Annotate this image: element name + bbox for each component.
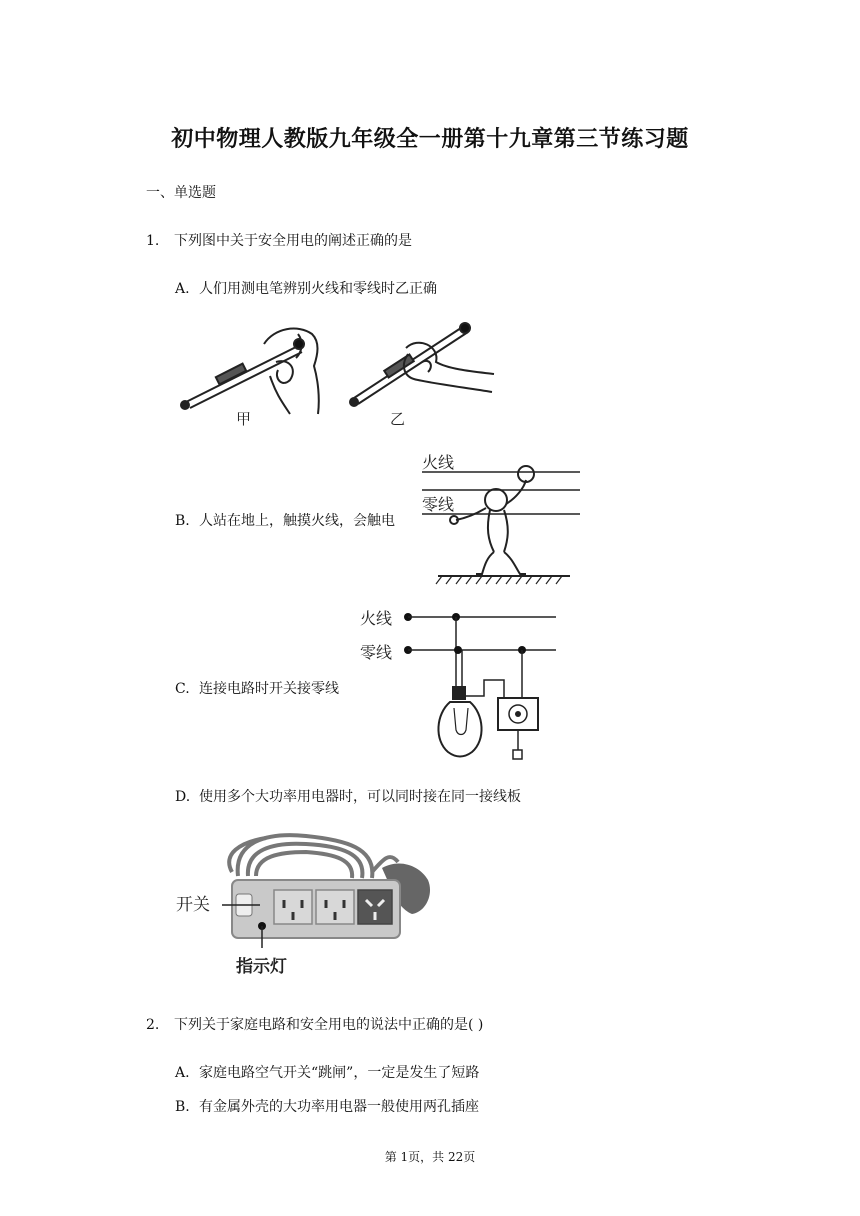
option-text: 家庭电路空气开关“跳闸”，一定是发生了短路	[199, 1065, 480, 1081]
document-title: 初中物理人教版九年级全一册第十九章第三节练习题	[171, 127, 689, 152]
ground-hatching	[436, 576, 562, 584]
test-pen-figure	[178, 318, 498, 430]
page-footer: 第 1页，共 22页	[384, 1150, 476, 1164]
touch-live-wire-figure	[420, 448, 582, 588]
option-letter: B.	[175, 513, 190, 529]
option-2a	[175, 1062, 479, 1082]
question-text: 下列图中关于安全用电的阐述正确的是	[174, 233, 412, 249]
socket-switch-drawing	[498, 698, 538, 759]
option-text: 连接电路时开关接零线	[199, 681, 339, 697]
test-pen-jia-drawing	[181, 329, 319, 414]
neutral-wire-label: 零线	[422, 495, 455, 514]
question-text: 下列关于家庭电路和安全用电的说法中正确的是( )	[174, 1017, 484, 1033]
option-letter: B.	[175, 1099, 190, 1115]
socket-holes	[274, 890, 392, 924]
switch-label: 开关	[176, 895, 210, 915]
option-letter: A.	[175, 1065, 190, 1081]
option-1b	[175, 510, 395, 530]
question-number: 1.	[146, 233, 160, 249]
question-2	[146, 1014, 483, 1034]
question-number: 2.	[146, 1017, 160, 1033]
option-text: 人们用测电笔辨别火线和零线时乙正确	[199, 281, 437, 297]
option-letter: C.	[175, 681, 190, 697]
circuit-live-label: 火线	[360, 609, 393, 628]
option-text: 使用多个大功率用电器时，可以同时接在同一接线板	[199, 789, 521, 805]
figure-label-yi: 乙	[390, 410, 406, 428]
option-text: 有金属外壳的大功率用电器一般使用两孔插座	[199, 1099, 479, 1115]
cable-coil-drawing	[229, 835, 398, 878]
option-letter: A.	[175, 281, 190, 297]
person-silhouette	[450, 466, 534, 574]
switch-circuit-figure	[358, 604, 560, 766]
test-pen-yi-drawing	[350, 323, 494, 406]
option-1d	[175, 786, 521, 806]
circuit-neutral-label: 零线	[360, 643, 393, 662]
section-heading: 一、单选题	[146, 185, 216, 201]
figure-label-jia: 甲	[236, 410, 252, 428]
power-strip-figure	[176, 828, 442, 978]
question-1	[146, 230, 412, 250]
option-1c	[175, 678, 339, 698]
option-letter: D.	[175, 789, 191, 805]
option-1a	[175, 278, 437, 298]
live-wire-label: 火线	[422, 453, 455, 472]
indicator-label: 指示灯	[236, 957, 287, 977]
option-2b	[175, 1096, 479, 1116]
option-text: 人站在地上，触摸火线，会触电	[199, 513, 395, 529]
